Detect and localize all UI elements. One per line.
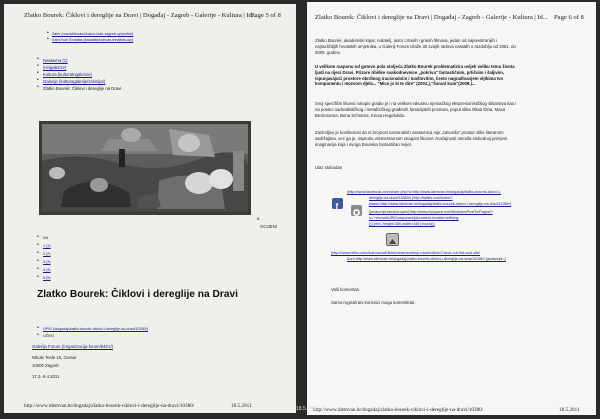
bullet-dot: • — [37, 77, 39, 83]
text-line: ispunjavajući prostore obrdinog iracionalnim i maštovitim, često nagrađivanjem vijtkima Ivo — [315, 75, 504, 81]
page-header-title: Zlatko Bourek: Čiklovi i dereglije na Dravi | Događaj - Zagreb - Galerije - Kultura | Id... — [24, 12, 257, 19]
page-footer-url: http://www.idemvan.hr/dogadaj/zlatko-bourek-ciklovi-i-dereglije-na-dravi/10380/ — [313, 407, 484, 413]
twitter-share-link[interactable]: status=http://www.idemvan.hr/dogadaj/zlatko-bourek-ciklovi-i-dereglije-na-dravi/10380/) — [369, 202, 512, 206]
text-line: najrazličitijih hrvatskih umjetnika, u Galeriji Forum izlaže 30 svojih radova nastalih u razdoblju od 1961. do — [315, 43, 516, 49]
entry-note: Ulaz slobodan — [315, 165, 343, 170]
bullet-dot: • — [37, 325, 39, 331]
text-line: Zanimljivo je korištenost da ni brojnost nacionalnih sastavnica nije „zatvorila" prostor slike literarnim — [315, 130, 504, 135]
nav-item[interactable]: Kultura (kulturalngalerize) — [43, 72, 92, 77]
printed-page-right — [307, 2, 596, 415]
rating-option[interactable]: 3 (3) — [43, 260, 51, 264]
closing-paragraph — [315, 130, 577, 147]
comments-heading: Vaši komentari — [331, 287, 360, 292]
nav-item[interactable]: Nastavna (1) — [43, 58, 68, 63]
venue-link[interactable]: Galerija Forum (/organizacija-forum/9401/) — [32, 344, 113, 349]
intro-paragraph — [315, 38, 577, 55]
text-line: U velikom rasponu od gotovo pola stoljeća Zlatko Bourek problematizira uvijek veliku temu života — [315, 64, 515, 69]
page-number: Page 6 of 8 — [554, 14, 584, 21]
address-line: 10000 Zagreb — [32, 363, 59, 368]
myspace-share-link[interactable]: u='+encodeURIComponent(document.location.toString — [369, 216, 459, 220]
description-tab[interactable]: OPIS (/dogadaj/zlatko-bourek-ciklovi-i-dereglije-na-dravi/10380/) — [43, 327, 148, 331]
bullet-dot: • — [37, 332, 39, 338]
bullet-dot: • — [37, 274, 39, 280]
bullet-dot: • — [37, 250, 39, 256]
top-link[interactable]: Zaler (nozni/lebzavo/kamo-ivan-zagreb-up/pretiz/) — [52, 32, 134, 36]
text-line: Svoj specifični likovni rukopis gradio je i na velikom iskustvu njemačkog ekspresionističkog slikarstva kao i — [315, 101, 517, 106]
comments-note: Samo registrirani korisnici mogu komentirati. — [331, 300, 416, 305]
bullet-dot: • — [37, 242, 39, 248]
bullet-dot: • — [37, 266, 39, 272]
page-footer-url: http://www.idemvan.hr/dogadaj/zlatko-bourek-ciklovi-i-dereglije-na-dravi/10380/ — [24, 403, 195, 409]
bullet-dot: • — [37, 63, 39, 69]
bullet-dot: • — [37, 84, 39, 90]
artwork-image — [39, 121, 251, 215]
top-link[interactable]: Kami ivan Ervatlas (kaosabiotozivan-treviaba-up/) — [52, 38, 134, 42]
page-number: Page 5 of 8 — [251, 12, 281, 19]
live-tab[interactable]: UŽIVO — [43, 334, 55, 338]
rating-option[interactable]: 1 (1) — [43, 244, 51, 248]
page-title: Zlatko Bourek: Čiklovi i dereglije na Dravi — [37, 289, 238, 300]
text-line: imaginacija koja i ovoga Boureka fantastičan svijet. — [315, 141, 412, 147]
retweet-link[interactable]: (http://www.retloo.com/submaroak/links/clearnave/tmp=rew/tr4bird=Check out this cool site! — [331, 251, 480, 255]
rating-total: 0/5 — [43, 236, 49, 240]
bullet-dot: • — [47, 36, 49, 42]
facebook-share-link[interactable]: (http://www.facebook.com/share.php?u=http://www.idemvan.hr/dogadaj/zlatko-bourek-ciklovi-i- — [347, 190, 502, 194]
text-line: Zlatko Bourek, akademski kipar, redatelj, autor crtanih i granih filmova, jedan od najsvestranijih i — [315, 38, 497, 43]
style-paragraph — [315, 101, 577, 118]
page-footer-date: 18.5.2011 — [231, 403, 252, 409]
gutter-date: 18.5.2011 — [296, 406, 318, 412]
bullet-dot: • — [37, 70, 39, 76]
bullet-dot: • — [47, 30, 49, 36]
rating-option[interactable]: 2 (2) — [43, 252, 51, 256]
address-line: Nikole Tesle 16, Centar — [32, 355, 77, 360]
bullet-dot: • — [37, 56, 39, 62]
nav-item-current: Zlatko Bourek: Čiklovi i dereglije na Dravi — [43, 86, 122, 91]
image-caption: a — [257, 216, 260, 221]
retweet-link[interactable]: &url=http://www.idemvan.hr/dogadaj/zlatko-bourek-ciklovi-i-dereglije-na-dravi/10380/ (javascript:;) — [347, 257, 506, 261]
text-line: ljudi na rijeci Dravi. Prizore ribiške svakodnevnice „pokriva" fantastičnim, prličnim i šaljivim, — [315, 69, 505, 75]
facebook-share-link[interactable]: dereglije-na-dravi/10380/) (http://twitter.com/home? — [369, 196, 453, 200]
highlight-paragraph — [315, 64, 577, 87]
myspace-share-link[interactable]: ()),'ptm','height=450,width=440').focus()) — [369, 222, 435, 226]
page-header-title: Zlatko Bourek: Čiklovi i dereglije na Dravi | Događaj - Zagreb - Galerije - Kultura | Id... — [315, 14, 548, 21]
text-line: sadržajima, već ga je, naprotiv, elementarnom snagom likovne značajnosti otvorila slobodnoj primjeni — [315, 135, 508, 141]
facebook-icon[interactable] — [332, 198, 343, 209]
printed-page-left — [4, 4, 296, 413]
event-date: 17.3.-9.4.2011 — [32, 374, 60, 379]
rate-label: OCIJENI — [260, 224, 277, 229]
nav-item[interactable]: (Hngalerize) — [43, 65, 67, 70]
bullet-dot: • — [37, 234, 39, 240]
rating-option[interactable]: 4 (4) — [43, 268, 51, 272]
svg-text:f: f — [335, 202, 339, 211]
myspace-icon[interactable] — [386, 233, 399, 246]
text-line: komponentu i mozvom djela... "Mice jo ki te dire" (2001.),"Šaranl kum"(2008.)... — [315, 81, 476, 87]
rating-option[interactable]: 5 (5) — [43, 276, 51, 280]
nav-item[interactable]: Galerije (kulturagalerije/zelvnija/) — [43, 79, 106, 84]
text-line: 2009. godine. — [315, 49, 342, 55]
text-line: Beckmanna, Bena Schrama, Knuta Hegelutida. — [315, 112, 406, 118]
page-footer-date: 18.5.2011 — [559, 407, 580, 413]
bullet-dot: • — [37, 258, 39, 264]
text-line: na poetici nadrealističkog i metafizičkog građenih fantazijskih prostora, poput slika Oltaa Dina, Maxa — [315, 106, 506, 112]
myspace-share-link[interactable]: (javascript:window.open('http://www.myspace.com/Modules/PostTo/Pages/? — [369, 210, 493, 214]
twitter-icon[interactable] — [351, 205, 362, 216]
